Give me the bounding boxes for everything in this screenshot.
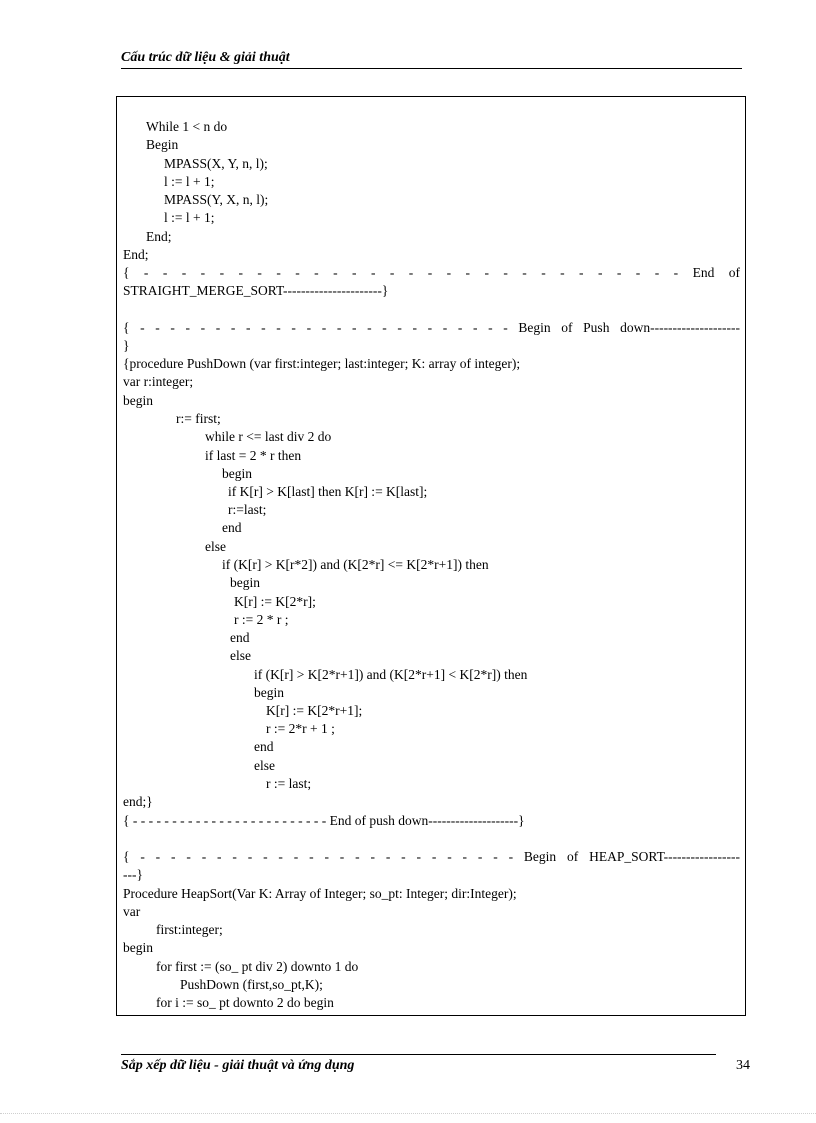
page-edge-dotted-line	[0, 1113, 816, 1114]
code-line: r:=last;	[228, 502, 267, 517]
code-line: r := 2*r + 1 ;	[266, 721, 335, 736]
header-rule	[121, 68, 742, 69]
code-line: else	[205, 539, 226, 554]
code-line: for i := so_ pt downto 2 do begin	[156, 995, 334, 1010]
code-line: end;}	[123, 794, 153, 809]
code-line: begin	[123, 393, 153, 408]
code-line: { - - - - - - - - - - - - - - - - - - - - - - - - - Begin of HEAP_SORT-----------------	[123, 849, 740, 864]
code-line: begin	[222, 466, 252, 481]
code-line: l := l + 1;	[164, 174, 215, 189]
code-line: while r <= last div 2 do	[205, 429, 332, 444]
code-line: if (K[r] > K[r*2]) and (K[2*r] <= K[2*r+1]) then	[222, 557, 489, 572]
code-line: { - - - - - - - - - - - - - - - - - - - - - - - - - - - - - End of	[123, 265, 740, 280]
code-line: r := 2 * r ;	[234, 612, 289, 627]
code-line: if last = 2 * r then	[205, 448, 302, 463]
code-line: for first := (so_ pt div 2) downto 1 do	[156, 959, 359, 974]
code-line: var r:integer;	[123, 374, 194, 389]
page-header: Cấu trúc dữ liệu & giải thuật	[121, 50, 290, 65]
code-line: if (K[r] > K[2*r+1]) and (K[2*r+1] < K[2*r]) then	[254, 667, 528, 682]
code-line: K[r] := K[2*r+1];	[266, 703, 363, 718]
code-line: l := l + 1;	[164, 210, 215, 225]
page-number: 34	[736, 1058, 750, 1073]
code-line: end	[254, 739, 274, 754]
code-line: if K[r] > K[last] then K[r] := K[last];	[228, 484, 428, 499]
code-line: }	[123, 338, 130, 353]
code-line: {procedure PushDown (var first:integer; last:integer; K: array of integer);	[123, 356, 521, 371]
code-line: var	[123, 904, 141, 919]
code-line: End;	[146, 229, 172, 244]
code-line: PushDown (first,so_pt,K);	[180, 977, 323, 992]
code-line: else	[254, 758, 275, 773]
code-line: begin	[254, 685, 284, 700]
code-line: else	[230, 648, 251, 663]
code-line: Procedure HeapSort(Var K: Array of Integer; so_pt: Integer; dir:Integer);	[123, 886, 517, 901]
code-line: STRAIGHT_MERGE_SORT----------------------}	[123, 283, 389, 298]
code-line: { - - - - - - - - - - - - - - - - - - - - - - - - - Begin of Push down--------------------	[123, 320, 740, 335]
page-footer: Sắp xếp dữ liệu - giải thuật và ứng dụng	[121, 1058, 355, 1073]
code-line: begin	[230, 575, 260, 590]
code-line: r := last;	[266, 776, 312, 791]
code-line: end	[222, 520, 242, 535]
code-line: Begin	[146, 137, 179, 152]
code-line: MPASS(X, Y, n, l);	[164, 156, 268, 171]
code-line: K[r] := K[2*r];	[234, 594, 316, 609]
code-line: MPASS(Y, X, n, l);	[164, 192, 269, 207]
code-line: { - - - - - - - - - - - - - - - - - - - - - - - - - End of push down--------------------}	[123, 813, 525, 828]
code-box	[116, 96, 746, 1016]
code-line: While 1 < n do	[146, 119, 228, 134]
code-line: End;	[123, 247, 149, 262]
code-line: end	[230, 630, 250, 645]
code-line: first:integer;	[156, 922, 223, 937]
code-line: ---}	[123, 867, 143, 882]
code-line: begin	[123, 940, 153, 955]
code-line: r:= first;	[176, 411, 221, 426]
footer-rule	[121, 1054, 716, 1055]
